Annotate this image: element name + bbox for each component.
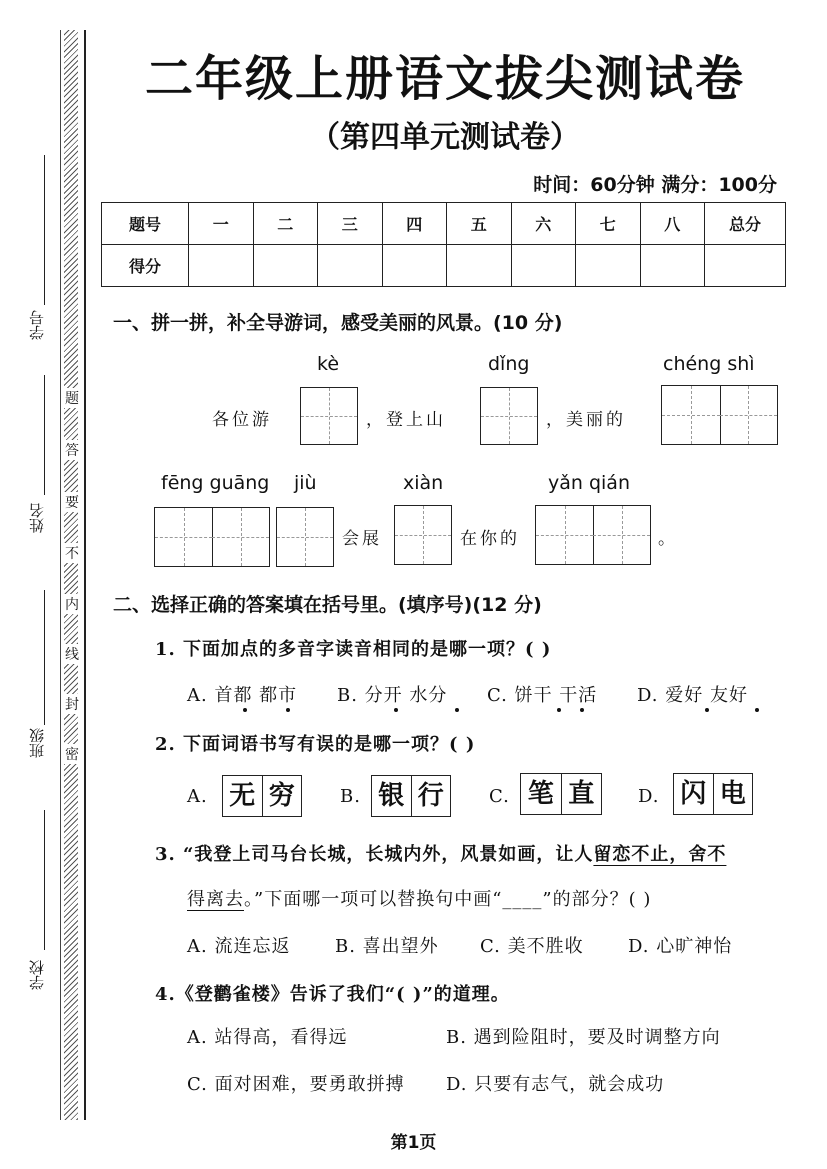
q2-option-a-word[interactable]	[222, 775, 302, 817]
q3-option-a[interactable]: A. 流连忘返	[187, 936, 291, 957]
score-header-cell: 二	[253, 203, 318, 245]
name-line	[44, 375, 45, 495]
q3-text: 3. “我登上司马台长城，长城内外，风景如画，让人	[155, 844, 594, 865]
q1-option-c[interactable]: C. 饼干 干活	[487, 685, 598, 706]
name-label: 姓名	[28, 503, 46, 533]
score-header-row	[102, 203, 786, 245]
emphasis-dot	[455, 708, 459, 712]
text-fragment: 会展	[342, 529, 382, 549]
score-cell[interactable]	[576, 245, 641, 287]
q3-underlined: 得离去	[187, 889, 244, 910]
q4-option-a[interactable]: A. 站得高，看得远	[187, 1027, 348, 1048]
callig-char: 银	[372, 776, 412, 816]
writing-box-ke[interactable]	[300, 387, 358, 445]
q3-text: 。”下面哪一项可以替换句中画“____”的部分？( )	[244, 889, 652, 910]
writing-box-xian[interactable]	[394, 505, 452, 565]
pinyin-jiu: jiù	[294, 472, 317, 494]
page-title: 二年级上册语文拔尖测试卷	[144, 51, 745, 107]
q3-option-c[interactable]: C. 美不胜收	[480, 936, 584, 957]
q3-option-d[interactable]: D. 心旷神怡	[628, 936, 733, 957]
seal-char: 内	[62, 594, 82, 614]
text-fragment: 。	[658, 529, 678, 549]
writing-box-ding[interactable]	[480, 387, 538, 445]
q1-option-b[interactable]: B. 分开 水分	[337, 685, 448, 706]
score-cell[interactable]	[447, 245, 512, 287]
time-info: 时间：60分钟 满分：100分	[533, 174, 777, 196]
question-3-stem	[155, 840, 726, 866]
callig-char: 闪	[674, 774, 714, 814]
pinyin-ke: kè	[317, 353, 340, 375]
class-line	[44, 590, 45, 725]
score-cell[interactable]	[511, 245, 576, 287]
score-header-cell: 一	[189, 203, 254, 245]
callig-char: 笔	[521, 774, 562, 814]
callig-char: 穷	[268, 781, 295, 811]
q4-option-c[interactable]: C. 面对困难，要勇敢拼搏	[187, 1074, 405, 1095]
score-cell[interactable]	[189, 245, 254, 287]
section1-heading: 一、拼一拼，补全导游词，感受美丽的风景。(10 分)	[113, 312, 563, 334]
q2-option-d-label[interactable]: D.	[638, 786, 660, 807]
q4-option-d[interactable]: D. 只要有志气，就会成功	[446, 1074, 665, 1095]
text-fragment: 在你的	[460, 529, 520, 549]
text-fragment: ，美丽的	[546, 410, 626, 430]
callig-char: 无	[223, 776, 263, 816]
q1-option-a[interactable]: A. 首都 都市	[187, 685, 298, 706]
q2-option-a-label[interactable]: A.	[187, 786, 208, 807]
seal-char: 题	[62, 388, 82, 408]
pinyin-fengguang: fēng guāng	[161, 472, 270, 494]
callig-char: 电	[719, 779, 746, 809]
score-header-cell: 六	[511, 203, 576, 245]
score-cell[interactable]	[382, 245, 447, 287]
score-cell[interactable]	[640, 245, 705, 287]
score-row-label: 得分	[102, 245, 189, 287]
question-2-stem: 2. 下面词语书写有误的是哪一项？( )	[155, 734, 476, 755]
seal-char: 密	[62, 744, 82, 764]
student-id-label: 学号	[28, 310, 46, 340]
score-header-cell: 总分	[705, 203, 786, 245]
question-4-stem: 4.《登鹳雀楼》告诉了我们“( )”的道理。	[155, 984, 510, 1005]
page-subtitle: （第四单元测试卷）	[310, 120, 580, 155]
margin-hatch	[64, 30, 78, 1120]
emphasis-dot	[580, 708, 584, 712]
emphasis-dot	[557, 708, 561, 712]
class-label: 班级	[28, 728, 46, 758]
q3-option-b[interactable]: B. 喜出望外	[335, 936, 439, 957]
q2-option-b-label[interactable]: B.	[340, 786, 361, 807]
score-header-cell: 八	[640, 203, 705, 245]
callig-char: 直	[568, 779, 595, 809]
score-header-cell: 题号	[102, 203, 189, 245]
pinyin-xian: xiàn	[403, 472, 444, 494]
emphasis-dot	[705, 708, 709, 712]
score-header-cell: 七	[576, 203, 641, 245]
q3-underlined: 留恋不止，舍不	[593, 844, 727, 865]
q1-option-d[interactable]: D. 爱好 友好	[637, 685, 748, 706]
score-header-cell: 三	[318, 203, 383, 245]
section2-heading: 二、选择正确的答案填在括号里。(填序号)(12 分)	[113, 594, 542, 616]
writing-box-chengshi[interactable]	[661, 385, 778, 445]
question-1-stem: 1. 下面加点的多音字读音相同的是哪一项？( )	[155, 639, 552, 660]
emphasis-dot	[286, 708, 290, 712]
school-line	[44, 810, 45, 950]
question-3-stem-cont	[187, 885, 651, 911]
writing-box-fengguang[interactable]	[154, 507, 270, 567]
q2-option-c-label[interactable]: C.	[489, 786, 510, 807]
seal-char: 不	[62, 543, 82, 563]
text-fragment: 各位游	[212, 410, 272, 430]
emphasis-dot	[755, 708, 759, 712]
margin-line-right	[84, 30, 86, 1120]
score-cell[interactable]	[705, 245, 786, 287]
student-id-line	[44, 155, 45, 305]
q2-option-d-word[interactable]	[673, 773, 753, 815]
seal-char: 线	[62, 644, 82, 664]
page-number: 第1页	[390, 1133, 437, 1153]
score-cell[interactable]	[253, 245, 318, 287]
callig-char: 行	[417, 781, 444, 811]
pinyin-ding: dǐng	[488, 353, 530, 375]
score-header-cell: 四	[382, 203, 447, 245]
score-header-cell: 五	[447, 203, 512, 245]
text-fragment: ，登上山	[366, 410, 446, 430]
pinyin-chengshi: chéng shì	[663, 353, 755, 375]
q2-option-c-word[interactable]	[520, 773, 602, 815]
writing-box-jiu[interactable]	[276, 507, 334, 567]
emphasis-dot	[243, 708, 247, 712]
seal-char: 答	[62, 440, 82, 460]
school-label: 学校	[28, 960, 46, 990]
q2-option-b-word[interactable]	[371, 775, 451, 817]
q4-option-b[interactable]: B. 遇到险阻时，要及时调整方向	[446, 1027, 721, 1048]
writing-box-yanqian[interactable]	[535, 505, 651, 565]
pinyin-yanqian: yǎn qián	[548, 472, 630, 494]
emphasis-dot	[394, 708, 398, 712]
margin-line-left	[60, 30, 61, 1120]
seal-char: 封	[62, 694, 82, 714]
seal-char: 要	[62, 492, 82, 512]
score-cell[interactable]	[318, 245, 383, 287]
score-table	[101, 202, 786, 287]
score-row	[102, 245, 786, 287]
